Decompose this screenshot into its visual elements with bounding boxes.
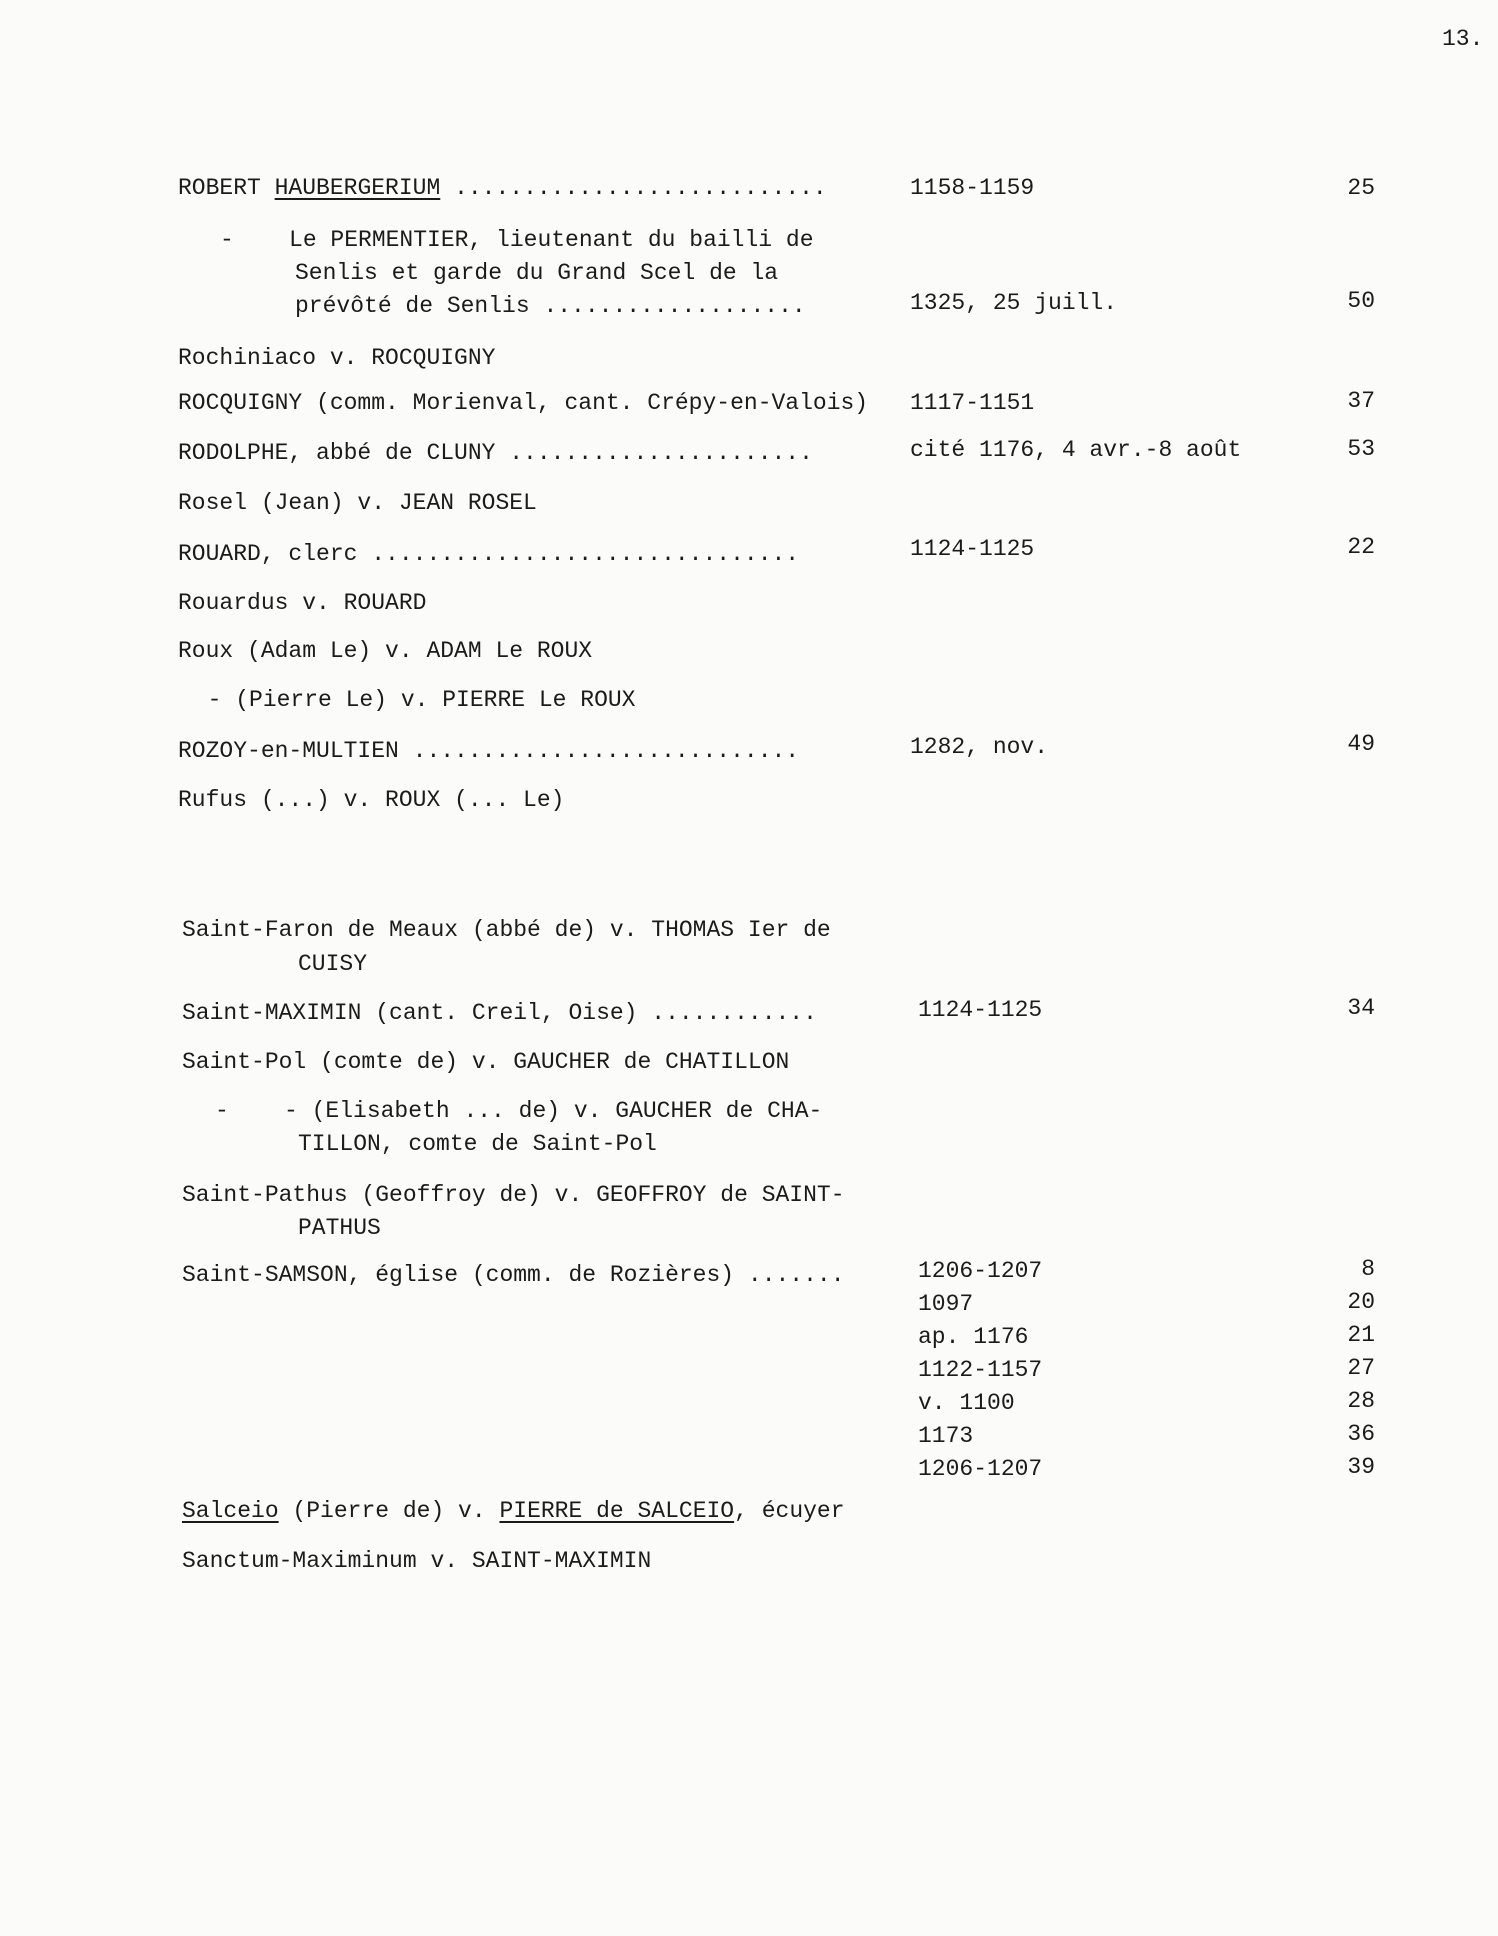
index-entry-text: ROBERT HAUBERGERIUM ........................... <box>178 175 827 201</box>
index-entry-ref: 27 <box>1347 1355 1375 1381</box>
index-entry-text: - - (Elisabeth ... de) v. GAUCHER de CHA- <box>215 1098 823 1124</box>
index-entry-text: Saint-Pol (comte de) v. GAUCHER de CHATILLON <box>182 1049 790 1075</box>
index-entry-date: 1173 <box>918 1423 974 1449</box>
index-entry-text: Saint-Pathus (Geoffroy de) v. GEOFFROY de SAINT- <box>182 1182 845 1208</box>
index-entry-ref: 37 <box>1347 388 1375 414</box>
index-entry-text: RODOLPHE, abbé de CLUNY ...................... <box>178 440 813 466</box>
page-number: 13. <box>1442 26 1484 52</box>
index-entry-subline: prévôté de Senlis ................... <box>295 293 806 319</box>
index-entry-ref: 22 <box>1347 534 1375 560</box>
index-entry-ref: 53 <box>1347 436 1375 462</box>
index-entry-date: 1122-1157 <box>918 1357 1043 1383</box>
index-entry-date: 1117-1151 <box>910 390 1035 416</box>
index-entry-ref: 8 <box>1361 1256 1375 1282</box>
underlined-term: Salceio <box>182 1498 279 1524</box>
index-entry-date: 1124-1125 <box>910 536 1035 562</box>
index-entry-text: ROCQUIGNY (comm. Morienval, cant. Crépy-en-Valois) <box>178 390 869 416</box>
index-entry-text: ROUARD, clerc ............................... <box>178 541 800 567</box>
index-entry-date: 1206-1207 <box>918 1456 1043 1482</box>
index-entry-ref: 50 <box>1347 288 1375 314</box>
index-entry-text: ROZOY-en-MULTIEN ............................ <box>178 738 800 764</box>
index-entry-ref: 21 <box>1347 1322 1375 1348</box>
index-entry-text: Saint-SAMSON, église (comm. de Rozières) ....... <box>182 1262 845 1288</box>
index-entry-ref: 49 <box>1347 731 1375 757</box>
index-entry-ref: 39 <box>1347 1454 1375 1480</box>
index-entry-text: Rufus (...) v. ROUX (... Le) <box>178 787 565 813</box>
index-entry-ref: 25 <box>1347 175 1375 201</box>
index-entry-subline: Senlis et garde du Grand Scel de la <box>295 260 779 286</box>
index-entry-subline: PATHUS <box>298 1215 381 1241</box>
underlined-term: PIERRE de SALCEIO <box>499 1498 735 1524</box>
index-entry-date: cité 1176, 4 avr.-8 août <box>910 437 1242 463</box>
index-entry-date: v. 1100 <box>918 1390 1015 1416</box>
index-entry-subline: - Le PERMENTIER, lieutenant du bailli de <box>220 227 814 253</box>
index-entry-text: - (Pierre Le) v. PIERRE Le ROUX <box>180 687 636 713</box>
index-entry-text: Saint-MAXIMIN (cant. Creil, Oise) ............ <box>182 1000 817 1026</box>
index-entry-ref: 28 <box>1347 1388 1375 1414</box>
index-entry-text: Rosel (Jean) v. JEAN ROSEL <box>178 490 537 516</box>
index-entry-subline: TILLON, comte de Saint-Pol <box>298 1131 657 1157</box>
index-entry-date: 1325, 25 juill. <box>910 290 1118 316</box>
index-entry-date: 1097 <box>918 1291 974 1317</box>
index-entry-subline: CUISY <box>298 951 368 977</box>
index-entry-text: Saint-Faron de Meaux (abbé de) v. THOMAS Ier de <box>182 917 831 943</box>
underlined-term: HAUBERGERIUM <box>274 175 441 201</box>
index-entry-text: Rochiniaco v. ROCQUIGNY <box>178 345 496 371</box>
index-entry-text: Sanctum-Maximinum v. SAINT-MAXIMIN <box>182 1548 652 1574</box>
index-entry-ref: 36 <box>1347 1421 1375 1447</box>
index-entry-ref: 20 <box>1347 1289 1375 1315</box>
index-entry-date: 1124-1125 <box>918 997 1043 1023</box>
index-entry-date: 1158-1159 <box>910 175 1035 201</box>
index-entry-date: ap. 1176 <box>918 1324 1029 1350</box>
index-entry-text: Rouardus v. ROUARD <box>178 590 427 616</box>
index-entry-text: Salceio (Pierre de) v. PIERRE de SALCEIO, écuyer <box>182 1498 845 1524</box>
index-entry-ref: 34 <box>1347 995 1375 1021</box>
index-entry-text: Roux (Adam Le) v. ADAM Le ROUX <box>178 638 593 664</box>
index-entry-date: 1206-1207 <box>918 1258 1043 1284</box>
index-entry-date: 1282, nov. <box>910 734 1049 760</box>
